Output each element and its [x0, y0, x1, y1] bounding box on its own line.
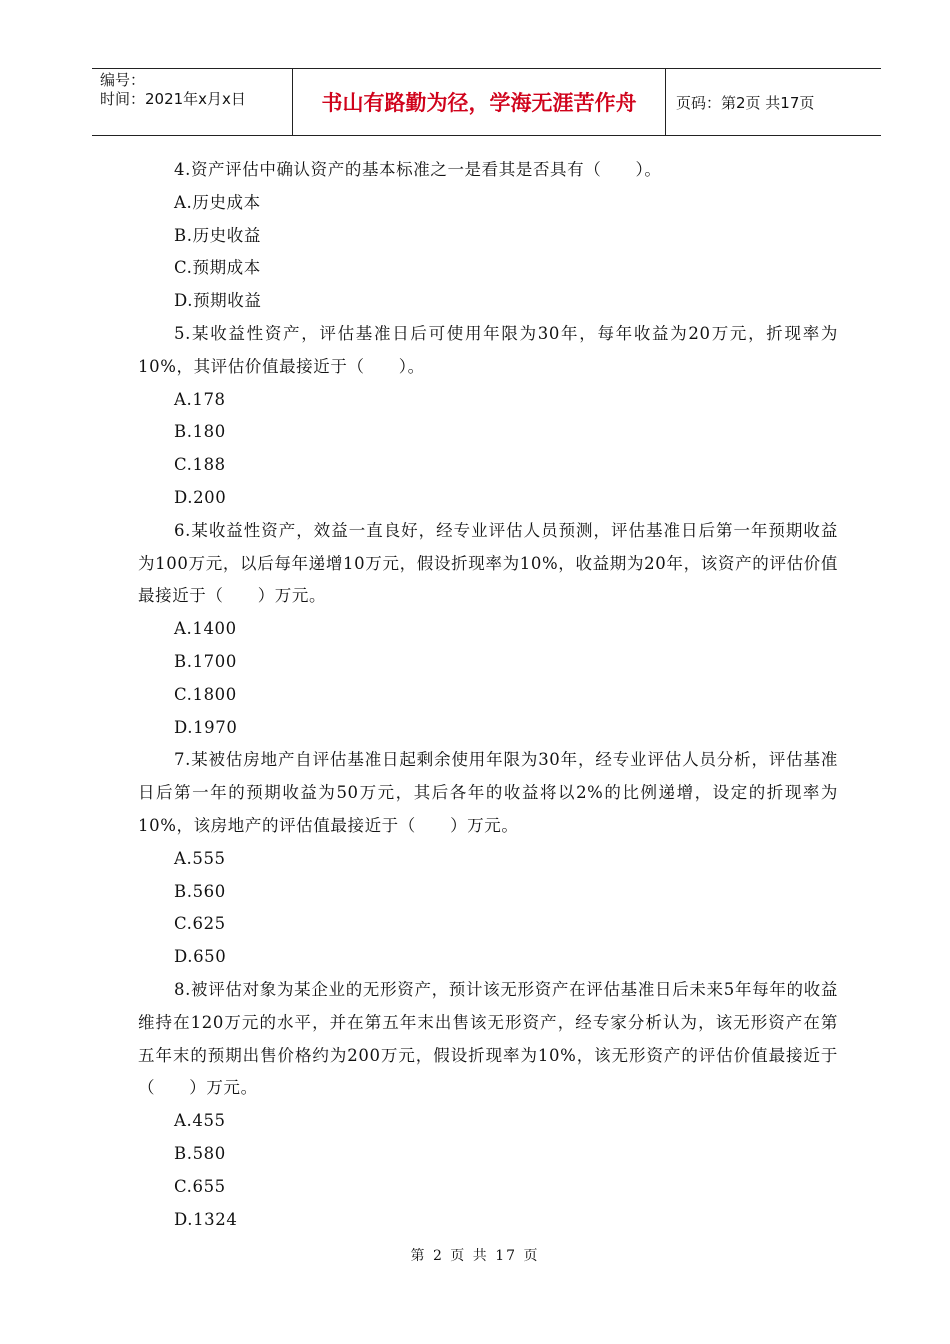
- option-b: B.历史收益: [174, 225, 261, 245]
- question-6: [138, 515, 838, 745]
- question-stem: 5.某收益性资产，评估基准日后可使用年限为30年，每年收益为20万元，折现率为10%，其评估价值最接近于（ ）。: [138, 323, 838, 376]
- option-b: B.560: [174, 881, 226, 901]
- question-7: [138, 744, 838, 974]
- option-d: D.1324: [174, 1209, 238, 1229]
- option-c: C.655: [174, 1176, 226, 1196]
- question-stem: 6.某收益性资产，效益一直良好，经专业评估人员预测，评估基准日后第一年预期收益为100万元，以后每年递增10万元，假设折现率为10%，收益期为20年，该资产的评估价值最接近于（ ）万元。: [138, 520, 838, 606]
- question-8: [138, 974, 838, 1236]
- option-c: C.预期成本: [174, 258, 261, 278]
- option-a: A.1400: [174, 619, 237, 639]
- question-stem: 7.某被估房地产自评估基准日起剩余使用年限为30年，经专业评估人员分析，评估基准日后第一年的预期收益为50万元，其后各年的收益将以2%的比例递增，设定的折现率为10%，该房地产的评估值最接近于（ ）万元。: [138, 750, 838, 835]
- option-b: B.580: [174, 1143, 226, 1163]
- option-a: A.455: [174, 1111, 226, 1131]
- option-c: C.188: [174, 455, 226, 475]
- question-4: [138, 154, 838, 318]
- question-5: [138, 318, 838, 515]
- option-d: D.预期收益: [174, 291, 262, 311]
- question-list: [138, 154, 838, 1236]
- page-header: [92, 68, 881, 136]
- document-time-label: 时间：2021年x月x日: [100, 90, 246, 108]
- option-c: C.1800: [174, 684, 237, 704]
- header-page-info: 页码：第2页 共17页: [676, 93, 815, 112]
- question-stem: 8.被评估对象为某企业的无形资产，预计该无形资产在评估基准日后未来5年每年的收益维持在120万元的水平，并在第五年末出售该无形资产，经专家分析认为，该无形资产在第五年末的预期出售价格约为200万元，假设折现率为10%，该无形资产的评估价值最接近于（ ）万元。: [138, 979, 838, 1098]
- option-b: B.180: [174, 422, 226, 442]
- option-d: D.650: [174, 947, 227, 967]
- question-stem: 4.资产评估中确认资产的基本标准之一是看其是否具有（ ）。: [174, 160, 662, 179]
- option-b: B.1700: [174, 651, 237, 671]
- option-d: D.200: [174, 487, 227, 507]
- option-d: D.1970: [174, 717, 238, 737]
- option-a: A.178: [174, 389, 226, 409]
- header-meta-cell: [92, 69, 293, 135]
- option-a: A.历史成本: [174, 192, 261, 212]
- page-footer: 第 2 页 共 17 页: [410, 1248, 540, 1264]
- option-a: A.555: [174, 848, 226, 868]
- header-motto: 书山有路勤为径，学海无涯苦作舟: [293, 69, 666, 135]
- option-c: C.625: [174, 914, 226, 934]
- document-number-label: 编号：: [100, 71, 146, 89]
